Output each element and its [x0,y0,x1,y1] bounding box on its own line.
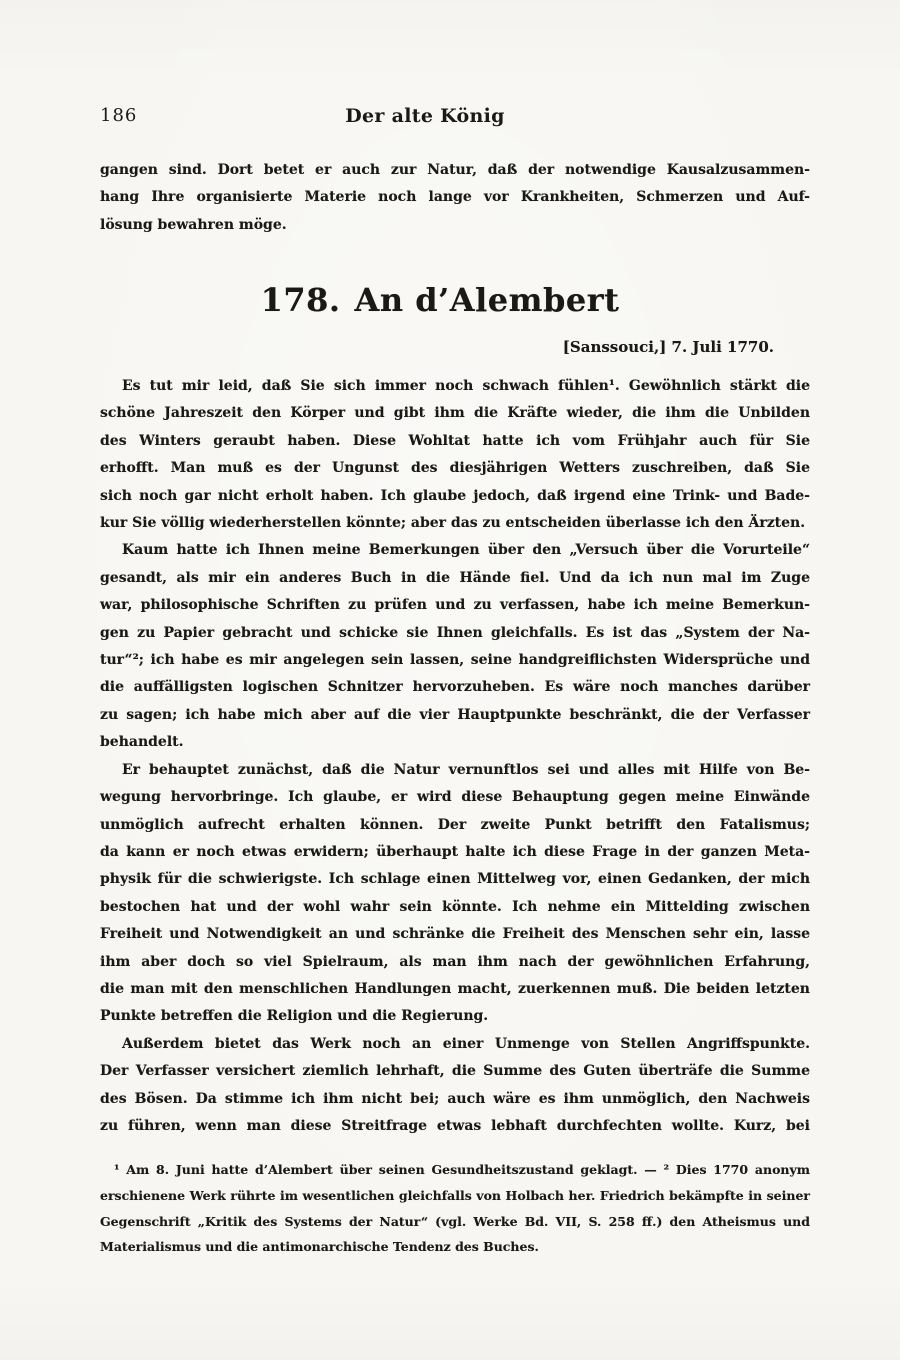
running-title: Der alte König [345,105,505,127]
text-line: Gegenschrift „Kritik des Systems der Natur“ (vgl. Werke Bd. VII, S. 258 ff.) den Atheismus und [100,1213,810,1229]
letter-number: 178. [260,281,341,319]
text-line: gangen sind. Dort betet er auch zur Natur, daß der notwendige Kausalzusammen- [100,162,810,178]
text-line: ¹ Am 8. Juni hatte d’Alembert über seinen Gesundheitszustand geklagt. — ² Dies 1770 anonym [114,1162,810,1177]
page-number: 186 [100,105,138,126]
text-line: erhofft. Man muß es der Ungunst des diesjährigen Wetters zuschreiben, daß Sie [100,460,810,477]
text-line: behandelt. [100,734,184,751]
text-line: Kaum hatte ich Ihnen meine Bemerkungen über den „Versuch über die Vorurteile“ [122,542,810,559]
text-line: Er behauptet zunächst, daß die Natur vernunftlos sei und alles mit Hilfe von Be- [122,761,810,778]
text-line: gesandt, als mir ein anderes Buch in die Hände fiel. Und da ich nun mal im Zuge [100,569,810,586]
text-line: erschienene Werk rührte im wesentlichen gleichfalls von Holbach her. Friedrich bekämpfte in seiner [100,1187,810,1203]
continuation-paragraph [100,157,810,239]
text-line: physik für die schwierigste. Ich schlage einen Mittelweg vor, einen Gedanken, der mich [100,871,810,888]
dateline: [Sanssouci,] 7. Juli 1770. [562,338,774,356]
text-line: schöne Jahreszeit den Körper und gibt ihm die Kräfte wieder, die ihm die Unbilden [100,405,810,422]
page-header [100,104,810,130]
letter-paragraph-4 [100,1031,810,1141]
text-line: Es tut mir leid, daß Sie sich immer noch schwach fühlen¹. Gewöhnlich stärkt die [122,378,810,394]
letter-paragraph-1 [100,373,810,537]
text-line: Der Verfasser versichert ziemlich lehrhaft, die Summe des Guten überträfe die Summe [100,1063,810,1080]
text-line: war, philosophische Schriften zu prüfen und zu verfassen, habe ich meine Bemerkun- [100,597,810,614]
text-line: des Bösen. Da stimme ich ihm nicht bei; auch wäre es ihm unmöglich, den Nachweis [100,1090,810,1107]
text-line: des Winters geraubt haben. Diese Wohltat hatte ich vom Frühjahr auch für Sie [100,432,810,449]
text-line: ihm aber doch so viel Spielraum, als man ihm nach der gewöhnlichen Erfahrung, [100,953,810,970]
text-line: zu führen, wenn man diese Streitfrage etwas lebhaft durchfechten wollte. Kurz, bei [100,1117,810,1134]
letter-paragraph-3 [100,757,810,1031]
text-line: gen zu Papier gebracht und schicke sie Ihnen gleichfalls. Es ist das „System der Na- [100,624,810,641]
text-line: Materialismus und die antimonarchische Tendenz des Buches. [100,1239,539,1255]
footnotes [100,1157,810,1260]
text-line: kur Sie völlig wiederherstellen könnte; aber das zu entscheiden überlasse ich den Ärzten. [100,515,806,532]
text-line: Freiheit und Notwendigkeit an und schränke die Freiheit des Menschen sehr ein, lasse [100,926,810,943]
text-line: lösung bewahren möge. [100,216,287,233]
text-line: Außerdem bietet das Werk noch an einer Unmenge von Stellen Angriffspunkte. [122,1035,810,1052]
text-line: hang Ihre organisierte Materie noch lange vor Krankheiten, Schmerzen und Auf- [100,189,810,206]
text-line: Punkte betreffen die Religion und die Regierung. [100,1008,489,1025]
letter-body [100,373,810,1140]
letter-paragraph-2 [100,537,810,756]
text-line: die auffälligsten logischen Schnitzer hervorzuheben. Es wäre noch manches darüber [100,679,810,696]
text-line: die man mit den menschlichen Handlungen macht, zuerkennen muß. Die beiden letzten [100,980,810,997]
text-line: sich noch gar nicht erholt haben. Ich glaube jedoch, daß irgend eine Trink- und Bade- [100,487,810,504]
text-line: wegung hervorbringe. Ich glaube, er wird diese Behauptung gegen meine Einwände [100,789,810,806]
letter-title: An d’Alembert [354,281,620,319]
text-line: tur“²; ich habe es mir angelegen sein lassen, seine handgreiflichsten Widersprüche und [100,652,810,669]
text-line: zu sagen; ich habe mich aber auf die vier Hauptpunkte beschränkt, die der Verfasser [100,706,810,723]
text-line: da kann er noch etwas erwidern; überhaupt halte ich diese Frage in der ganzen Meta- [100,843,810,860]
text-line: bestochen hat und der wohl wahr sein könnte. Ich nehme ein Mittelding zwischen [100,898,810,915]
letter-heading [100,281,810,319]
text-line: unmöglich aufrecht erhalten können. Der zweite Punkt betrifft den Fatalismus; [100,816,810,833]
